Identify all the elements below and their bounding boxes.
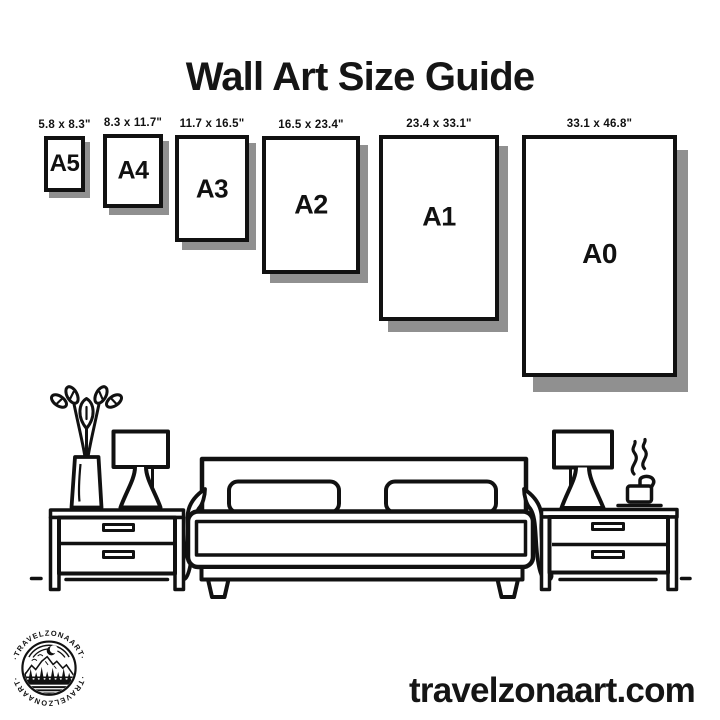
bed-foot-right (498, 580, 519, 598)
page-title: Wall Art Size Guide (185, 54, 535, 99)
pillow-right (386, 482, 496, 513)
lamp-base (121, 467, 161, 508)
steam (643, 440, 646, 469)
moon-crescent-cut (50, 645, 58, 653)
nightstand-right (542, 510, 678, 590)
logo-text-top: ·TRAVELZONAART· (10, 628, 88, 661)
paper-size-dimensions-label: 5.8 x 8.3" (38, 119, 91, 131)
coffee-cup (618, 440, 661, 506)
paper-size-code: A2 (294, 189, 328, 220)
paper-size-dimensions-label: 11.7 x 16.5" (179, 118, 245, 130)
bed-base (202, 567, 523, 580)
paper-size-dimensions-label: 8.3 x 11.7" (103, 117, 163, 129)
paper-box (103, 134, 163, 208)
website-url: travelzonaart.com (409, 671, 695, 710)
paper-box (262, 136, 360, 274)
paper-size-dimensions-label: 16.5 x 23.4" (278, 119, 344, 131)
paper-size-dimensions-label: 33.1 x 46.8" (566, 118, 633, 130)
pillow-left (229, 482, 339, 513)
cup-body (628, 486, 652, 502)
paper-box (522, 135, 677, 377)
paper-size-code: A4 (117, 156, 149, 185)
paper-size-item (38, 119, 91, 192)
paper-size-item (379, 118, 499, 321)
table-lamp-left (114, 432, 169, 508)
paper-size-code: A5 (49, 150, 80, 177)
bed-foot-left (208, 580, 229, 598)
brand-logo-badge (5, 626, 93, 714)
paper-size-item (262, 119, 360, 274)
lamp-shade (554, 432, 612, 468)
paper-box (44, 136, 85, 192)
steam (632, 442, 636, 475)
logo-text-bottom: ·TRAVELZONAART· (10, 675, 88, 708)
paper-size-code: A0 (582, 237, 617, 269)
paper-box (175, 135, 249, 242)
paper-size-item (522, 118, 677, 377)
paper-size-item (175, 118, 249, 242)
bed (177, 459, 551, 597)
paper-size-dimensions-label: 23.4 x 33.1" (406, 118, 472, 130)
paper-size-code: A3 (195, 173, 229, 203)
lamp-shade (114, 432, 169, 468)
paper-size-code: A1 (422, 201, 456, 232)
lamp-base (562, 468, 604, 509)
vase (72, 457, 102, 508)
paper-size-item (103, 117, 163, 208)
nightstand-left (51, 510, 184, 590)
paper-box (379, 135, 499, 321)
table-lamp-right (554, 432, 612, 509)
